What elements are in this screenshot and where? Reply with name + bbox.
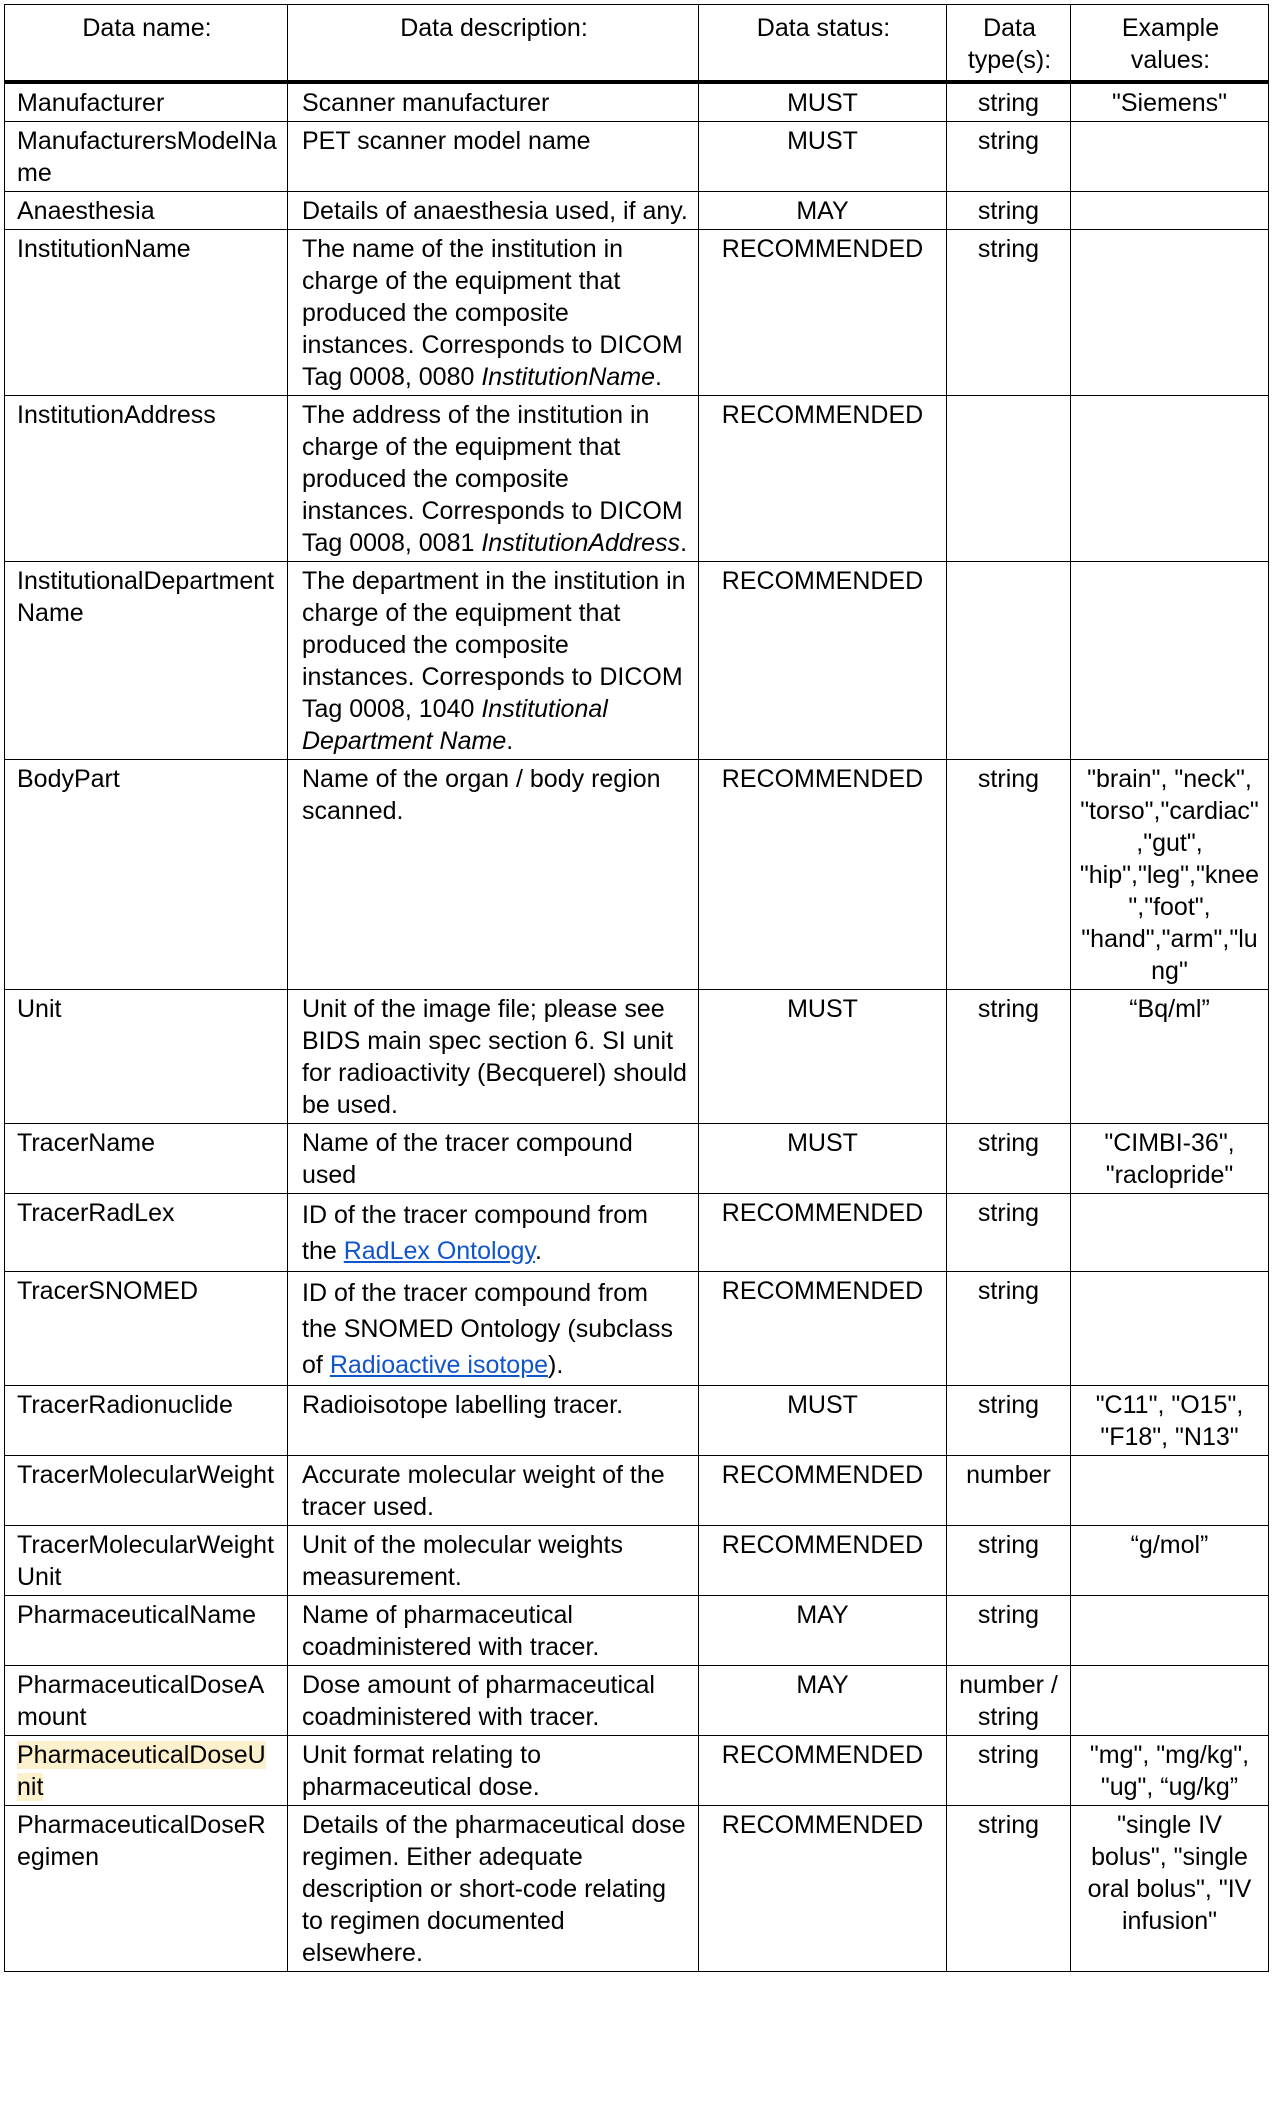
table-row <box>5 562 1269 760</box>
cell-type: string <box>947 122 1071 192</box>
cell-type: string <box>947 1806 1071 1972</box>
cell-status: RECOMMENDED <box>699 1194 947 1272</box>
cell-type: string <box>947 1386 1071 1456</box>
cell-status: RECOMMENDED <box>699 1806 947 1972</box>
table-row <box>5 122 1269 192</box>
cell-example <box>1071 1666 1269 1736</box>
radioactive-isotope-link[interactable]: Radioactive isotope <box>329 1351 549 1379</box>
cell-status: MAY <box>699 1596 947 1666</box>
table-row <box>5 396 1269 562</box>
cell-status: RECOMMENDED <box>699 1736 947 1806</box>
cell-data-name: Manufacturer <box>5 82 288 122</box>
data-dictionary-table <box>4 4 1269 1972</box>
cell-type: string <box>947 1526 1071 1596</box>
cell-description <box>288 1272 699 1386</box>
cell-description <box>288 396 699 562</box>
cell-description: Unit of the image file; please see BIDS main spec section 6. SI unit for radioactivity (Becquerel) should be used. <box>288 990 699 1124</box>
description-text: The name of the institution in charge of the equipment that produced the composite instances. Corresponds to DICOM Tag 0008, 0080 <box>302 235 683 391</box>
header-row <box>5 5 1269 83</box>
cell-status: RECOMMENDED <box>699 1526 947 1596</box>
cell-data-name: TracerRadionuclide <box>5 1386 288 1456</box>
cell-type: string <box>947 230 1071 396</box>
cell-status: RECOMMENDED <box>699 396 947 562</box>
cell-example <box>1071 1596 1269 1666</box>
header-data-types: Data type(s): <box>947 5 1071 83</box>
cell-example: "CIMBI-36", "raclopride" <box>1071 1124 1269 1194</box>
cell-description <box>288 562 699 760</box>
cell-example <box>1071 230 1269 396</box>
table-row <box>5 1736 1269 1806</box>
cell-data-name: PharmaceuticalDoseRegimen <box>5 1806 288 1972</box>
dicom-field-name: InstitutionName <box>481 363 656 391</box>
cell-data-name: TracerName <box>5 1124 288 1194</box>
table-row <box>5 230 1269 396</box>
cell-type: string <box>947 1596 1071 1666</box>
cell-description: Details of anaesthesia used, if any. <box>288 192 699 230</box>
cell-data-name <box>5 1736 288 1806</box>
cell-data-name: PharmaceuticalName <box>5 1596 288 1666</box>
cell-example: “Bq/ml” <box>1071 990 1269 1124</box>
cell-data-name: BodyPart <box>5 760 288 990</box>
cell-description: Name of the organ / body region scanned. <box>288 760 699 990</box>
cell-type <box>947 396 1071 562</box>
table-row <box>5 1124 1269 1194</box>
table-row <box>5 192 1269 230</box>
cell-description: Unit of the molecular weights measurement. <box>288 1526 699 1596</box>
cell-data-name: InstitutionName <box>5 230 288 396</box>
header-data-status: Data status: <box>699 5 947 83</box>
cell-description: Details of the pharmaceutical dose regimen. Either adequate description or short-code relating to regimen documented elsewhere. <box>288 1806 699 1972</box>
description-end: ). <box>548 1351 564 1379</box>
cell-data-name: PharmaceuticalDoseAmount <box>5 1666 288 1736</box>
cell-type: number / string <box>947 1666 1071 1736</box>
cell-status: MUST <box>699 82 947 122</box>
header-example-values: Example values: <box>1071 5 1269 83</box>
cell-description <box>288 230 699 396</box>
table-row <box>5 1596 1269 1666</box>
cell-status: MUST <box>699 1386 947 1456</box>
cell-type <box>947 562 1071 760</box>
cell-example: "mg", "mg/kg", "ug", “ug/kg” <box>1071 1736 1269 1806</box>
cell-status: RECOMMENDED <box>699 1272 947 1386</box>
table-row <box>5 990 1269 1124</box>
cell-data-name: Unit <box>5 990 288 1124</box>
cell-data-name: ManufacturersModelName <box>5 122 288 192</box>
table-row <box>5 1526 1269 1596</box>
table-row <box>5 1806 1269 1972</box>
cell-data-name: TracerSNOMED <box>5 1272 288 1386</box>
cell-status: RECOMMENDED <box>699 230 947 396</box>
cell-data-name: Anaesthesia <box>5 192 288 230</box>
cell-status: RECOMMENDED <box>699 1456 947 1526</box>
cell-data-name: InstitutionalDepartmentName <box>5 562 288 760</box>
cell-description: Name of the tracer compound used <box>288 1124 699 1194</box>
header-data-name: Data name: <box>5 5 288 83</box>
cell-data-name: InstitutionAddress <box>5 396 288 562</box>
cell-data-name: TracerMolecularWeightUnit <box>5 1526 288 1596</box>
cell-type: number <box>947 1456 1071 1526</box>
cell-example <box>1071 1194 1269 1272</box>
cell-example <box>1071 1272 1269 1386</box>
description-text: The department in the institution in charge of the equipment that produced the composite instances. Corresponds to DICOM Tag 0008, 1040 <box>302 567 686 723</box>
cell-type: string <box>947 1124 1071 1194</box>
cell-status: MAY <box>699 192 947 230</box>
cell-data-name: TracerRadLex <box>5 1194 288 1272</box>
cell-description <box>288 1194 699 1272</box>
cell-status: RECOMMENDED <box>699 562 947 760</box>
cell-status: MUST <box>699 990 947 1124</box>
cell-description: Scanner manufacturer <box>288 82 699 122</box>
description-end: . <box>655 363 662 391</box>
table-row <box>5 1194 1269 1272</box>
description-end: . <box>680 529 688 557</box>
cell-example: “g/mol” <box>1071 1526 1269 1596</box>
cell-type: string <box>947 1194 1071 1272</box>
cell-example: "brain", "neck", "torso","cardiac","gut", "hip","leg","knee","foot", "hand","arm","lung" <box>1071 760 1269 990</box>
cell-status: RECOMMENDED <box>699 760 947 990</box>
cell-example <box>1071 562 1269 760</box>
cell-description: Radioisotope labelling tracer. <box>288 1386 699 1456</box>
cell-description: Unit format relating to pharmaceutical dose. <box>288 1736 699 1806</box>
cell-type: string <box>947 192 1071 230</box>
cell-type: string <box>947 82 1071 122</box>
cell-example <box>1071 192 1269 230</box>
table-row <box>5 1456 1269 1526</box>
description-end: . <box>506 727 514 755</box>
description-text: ID of the tracer compound from the SNOMED Ontology (subclass of <box>302 1279 673 1379</box>
cell-description: PET scanner model name <box>288 122 699 192</box>
highlighted-data-name: PharmaceuticalDoseUnit <box>17 1741 266 1801</box>
table-row <box>5 1272 1269 1386</box>
cell-example <box>1071 396 1269 562</box>
cell-type: string <box>947 760 1071 990</box>
cell-status: MAY <box>699 1666 947 1736</box>
cell-description: Dose amount of pharmaceutical coadministered with tracer. <box>288 1666 699 1736</box>
description-end: . <box>535 1237 542 1265</box>
cell-example <box>1071 122 1269 192</box>
description-text: ID of the tracer compound from the <box>302 1201 648 1265</box>
cell-type: string <box>947 990 1071 1124</box>
dicom-field-name: InstitutionAddress <box>481 529 681 557</box>
cell-example <box>1071 1456 1269 1526</box>
cell-data-name: TracerMolecularWeight <box>5 1456 288 1526</box>
description-text: The address of the institution in charge of the equipment that produced the composite instances. Corresponds to DICOM Tag 0008, 0081 <box>302 401 683 557</box>
cell-status: MUST <box>699 1124 947 1194</box>
cell-example: "Siemens" <box>1071 82 1269 122</box>
cell-type: string <box>947 1272 1071 1386</box>
cell-description: Name of pharmaceutical coadministered with tracer. <box>288 1596 699 1666</box>
cell-example: "C11", "O15", "F18", "N13" <box>1071 1386 1269 1456</box>
radlex-ontology-link[interactable]: RadLex Ontology <box>343 1237 536 1265</box>
cell-description: Accurate molecular weight of the tracer used. <box>288 1456 699 1526</box>
dicom-field-name: Institutional Department Name <box>302 695 608 755</box>
table-row <box>5 1666 1269 1736</box>
cell-status: MUST <box>699 122 947 192</box>
table-row <box>5 760 1269 990</box>
table-row <box>5 1386 1269 1456</box>
header-data-description: Data description: <box>288 5 699 83</box>
cell-example: "single IV bolus", "single oral bolus", "IV infusion" <box>1071 1806 1269 1972</box>
table-row <box>5 82 1269 122</box>
cell-type: string <box>947 1736 1071 1806</box>
